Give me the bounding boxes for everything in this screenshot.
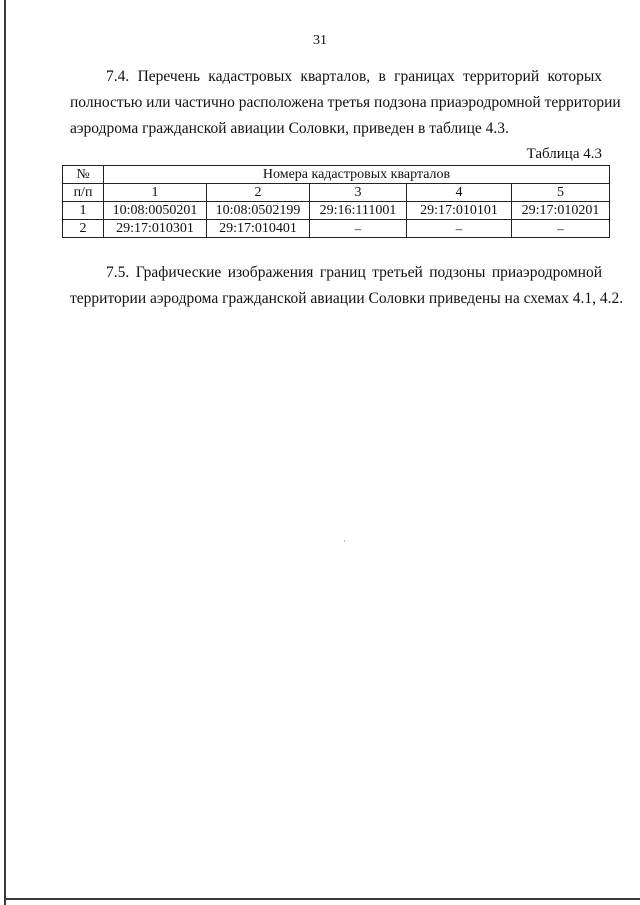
table-cell: 29:16:111001	[310, 202, 407, 220]
table-cell-empty: –	[407, 220, 512, 238]
table-subheader-row	[63, 184, 610, 202]
table-cell: 10:08:0502199	[207, 202, 310, 220]
paragraph-line: полностью или частично расположена третья подзона приаэродромной территории	[70, 94, 621, 111]
column-number-4: 4	[407, 184, 512, 202]
table-row	[63, 202, 610, 220]
table-cell: 29:17:010201	[512, 202, 610, 220]
scan-border-left	[4, 0, 6, 905]
table-cell: 29:17:010101	[407, 202, 512, 220]
paragraph-7-4	[70, 64, 621, 142]
paragraph-7-5	[70, 260, 624, 312]
scan-border-bottom	[4, 898, 640, 900]
row-number: 1	[63, 202, 104, 220]
header-item-number: п/п	[63, 184, 104, 202]
table-cell-empty: –	[310, 220, 407, 238]
column-number-2: 2	[207, 184, 310, 202]
paragraph-line: 7.4. Перечень кадастровых кварталов, в границах территорий которых	[106, 68, 602, 85]
paragraph-line: аэродрома гражданской авиации Соловки, приведен в таблице 4.3.	[70, 120, 509, 137]
table-cell: 29:17:010301	[104, 220, 207, 238]
table-cell: 29:17:010401	[207, 220, 310, 238]
paragraph-line: 7.5. Графические изображения границ третьей подзоны приаэродромной	[106, 264, 602, 281]
header-number-sign: №	[63, 166, 104, 184]
row-number: 2	[63, 220, 104, 238]
table-row	[63, 220, 610, 238]
column-number-1: 1	[104, 184, 207, 202]
table-cell: 10:08:0050201	[104, 202, 207, 220]
table-cell-empty: –	[512, 220, 610, 238]
column-number-3: 3	[310, 184, 407, 202]
table-header-row	[63, 166, 610, 184]
cadastral-quarters-table	[62, 165, 610, 238]
page-number: 31	[313, 33, 327, 48]
table-caption: Таблица 4.3	[526, 146, 602, 162]
paragraph-line: территории аэродрома гражданской авиации Соловки приведены на схемах 4.1, 4.2.	[70, 290, 624, 307]
column-number-5: 5	[512, 184, 610, 202]
scan-speck	[344, 540, 345, 542]
header-cadastral-quarters: Номера кадастровых кварталов	[104, 166, 610, 184]
